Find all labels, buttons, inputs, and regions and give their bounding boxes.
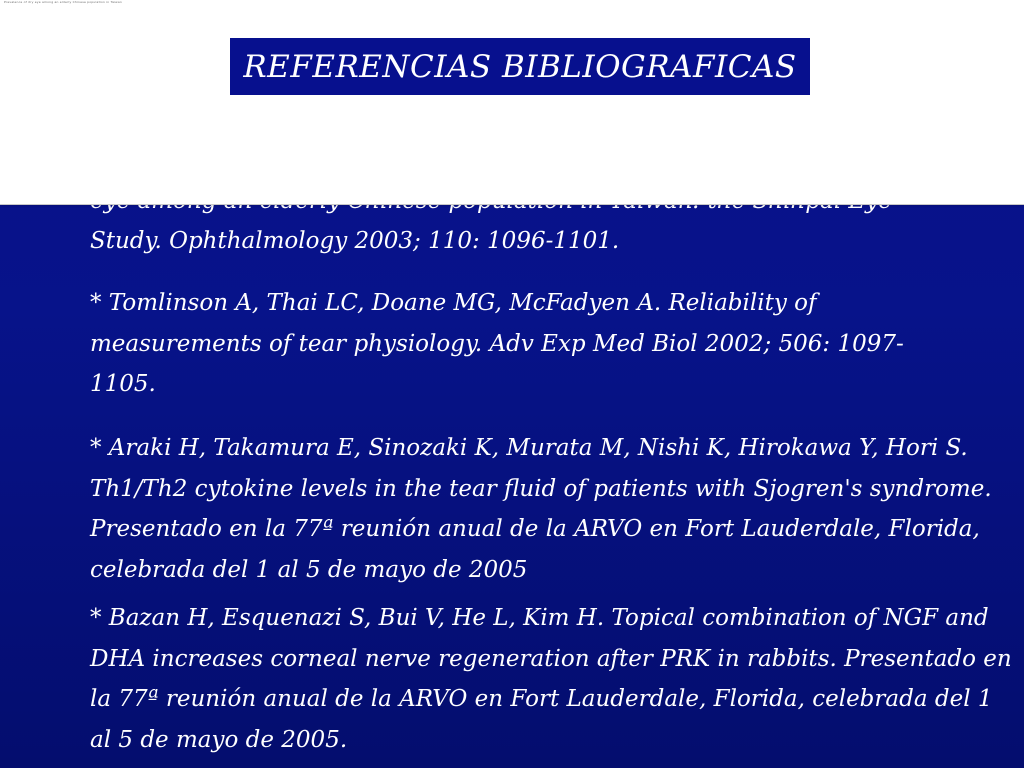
panel-caption: Prevalence of dry eye among an elderly Chinese population in Taiwan: [4, 0, 122, 4]
reference-1: Study. Ophthalmology 2003; 110: 1096-1101.: [90, 228, 620, 254]
page-title: REFERENCIAS BIBLIOGRAFICAS: [243, 48, 797, 85]
title-box: [230, 38, 810, 95]
overlay-panel: [0, 0, 1024, 205]
reference-3: * Araki H, Takamura E, Sinozaki K, Murata M, Nishi K, Hirokawa Y, Hori S. Th1/Th2 cytokine levels in the tear fluid of patients with Sjogren's syndrome. Presentado en la 77ª reunión anual de la ARVO en Fort Lauderdale, Florida, celebrada del 1 al 5 de mayo de 2005: [90, 435, 992, 583]
reference-4: * Bazan H, Esquenazi S, Bui V, He L, Kim H. Topical combination of NGF and DHA increases corneal nerve regeneration after PRK in rabbits. Presentado en la 77ª reunión anual de la ARVO en Fort Lauderdale, Florida, celebrada del 1 al 5 de mayo de 2005.: [90, 605, 1012, 753]
reference-2: * Tomlinson A, Thai LC, Doane MG, McFadyen A. Reliability of measurements of tear physiology. Adv Exp Med Biol 2002; 506: 1097-1105.: [90, 290, 904, 397]
